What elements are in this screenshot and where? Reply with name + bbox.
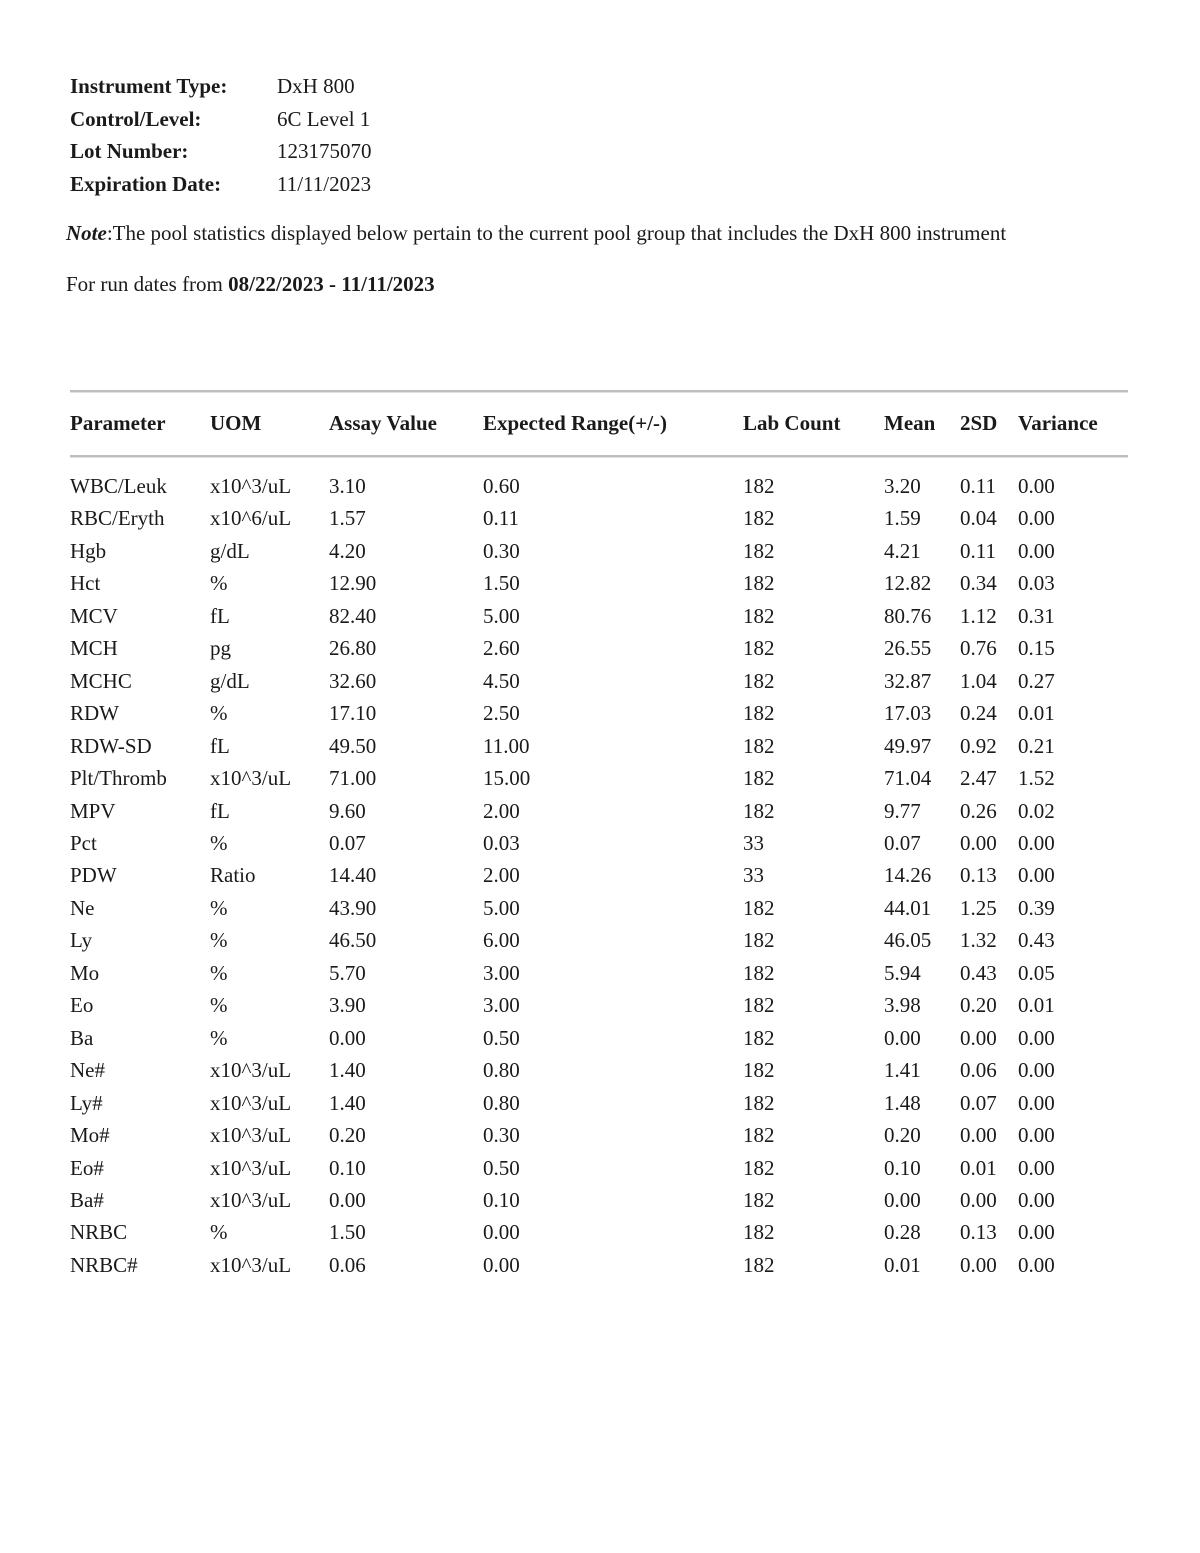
table-row <box>0 1156 1200 1188</box>
cell-uom: % <box>210 571 228 596</box>
cell-lab-count: 182 <box>743 928 775 953</box>
cell-parameter: RDW <box>70 701 119 726</box>
cell-parameter: MCH <box>70 636 118 661</box>
cell-2sd: 1.25 <box>960 895 997 920</box>
cell-2sd: 0.26 <box>960 798 997 823</box>
cell-2sd: 0.00 <box>960 1252 997 1277</box>
cell-parameter: Ly <box>70 928 93 953</box>
cell-mean: 3.98 <box>884 993 921 1018</box>
table-row <box>0 1123 1200 1155</box>
cell-variance: 0.15 <box>1018 636 1055 661</box>
cell-2sd: 0.07 <box>960 1090 997 1115</box>
table-row <box>0 474 1200 506</box>
cell-variance: 0.03 <box>1018 571 1055 596</box>
cell-uom: % <box>210 928 228 953</box>
pool-note <box>66 221 1006 246</box>
cell-2sd: 0.00 <box>960 831 997 855</box>
cell-parameter: MCHC <box>70 668 132 693</box>
cell-uom: x10^3/uL <box>210 766 292 790</box>
cell-assay-value: 0.20 <box>329 1123 366 1147</box>
cell-mean: 32.87 <box>884 668 932 693</box>
cell-uom: % <box>210 1220 228 1245</box>
run-dates-range: 08/22/2023 - 11/11/2023 <box>228 272 435 296</box>
cell-assay-value: 1.40 <box>329 1058 366 1083</box>
cell-variance: 0.00 <box>1018 1058 1055 1083</box>
table-header-rule <box>70 455 1128 458</box>
cell-mean: 5.94 <box>884 960 921 985</box>
cell-lab-count: 182 <box>743 1025 775 1050</box>
cell-2sd: 1.32 <box>960 928 997 953</box>
cell-parameter: Mo# <box>70 1123 110 1147</box>
cell-expected-range: 0.10 <box>483 1187 520 1212</box>
cell-expected-range: 4.50 <box>483 668 520 693</box>
cell-variance: 0.39 <box>1018 895 1055 920</box>
cell-lab-count: 182 <box>743 571 775 596</box>
cell-lab-count: 182 <box>743 1252 775 1277</box>
cell-expected-range: 0.00 <box>483 1220 520 1245</box>
cell-expected-range: 6.00 <box>483 928 520 953</box>
cell-variance: 0.00 <box>1018 1220 1055 1245</box>
cell-lab-count: 182 <box>743 603 775 628</box>
control-metadata <box>70 70 372 200</box>
cell-mean: 3.20 <box>884 474 921 498</box>
cell-assay-value: 1.50 <box>329 1220 366 1245</box>
table-row <box>0 766 1200 798</box>
table-row <box>0 1220 1200 1252</box>
cell-mean: 1.48 <box>884 1090 921 1115</box>
cell-variance: 0.00 <box>1018 1155 1055 1180</box>
cell-2sd: 0.04 <box>960 506 997 531</box>
cell-mean: 71.04 <box>884 766 932 790</box>
cell-expected-range: 0.03 <box>483 831 520 855</box>
cell-variance: 0.00 <box>1018 1025 1055 1050</box>
cell-2sd: 2.47 <box>960 766 997 790</box>
cell-lab-count: 182 <box>743 636 775 661</box>
table-row <box>0 1188 1200 1220</box>
cell-variance: 0.05 <box>1018 960 1055 985</box>
cell-assay-value: 17.10 <box>329 701 377 726</box>
instrument-type-label: Instrument Type: <box>70 74 228 98</box>
cell-lab-count: 182 <box>743 1123 775 1147</box>
table-row <box>0 928 1200 960</box>
cell-lab-count: 182 <box>743 1220 775 1245</box>
cell-assay-value: 9.60 <box>329 798 366 823</box>
cell-parameter: Ly# <box>70 1090 103 1115</box>
cell-expected-range: 0.30 <box>483 538 520 563</box>
cell-expected-range: 0.80 <box>483 1058 520 1083</box>
table-row <box>0 961 1200 993</box>
cell-variance: 0.21 <box>1018 733 1055 758</box>
cell-variance: 0.01 <box>1018 701 1055 726</box>
cell-variance: 0.00 <box>1018 1187 1055 1212</box>
cell-mean: 0.00 <box>884 1187 921 1212</box>
cell-assay-value: 3.10 <box>329 474 366 498</box>
cell-mean: 0.00 <box>884 1025 921 1050</box>
cell-parameter: Mo <box>70 960 100 985</box>
cell-expected-range: 0.60 <box>483 474 520 498</box>
cell-mean: 9.77 <box>884 798 921 823</box>
cell-lab-count: 182 <box>743 474 775 498</box>
cell-2sd: 0.13 <box>960 1220 997 1245</box>
table-row <box>0 1058 1200 1090</box>
lot-number-value: 123175070 <box>277 139 372 163</box>
header-parameter: Parameter <box>70 411 166 435</box>
cell-lab-count: 33 <box>743 863 764 888</box>
cell-uom: Ratio <box>210 863 256 888</box>
cell-uom: % <box>210 701 228 726</box>
cell-mean: 12.82 <box>884 571 932 596</box>
cell-assay-value: 0.10 <box>329 1155 366 1180</box>
cell-assay-value: 1.40 <box>329 1090 366 1115</box>
cell-expected-range: 0.00 <box>483 1252 520 1277</box>
table-top-rule <box>70 390 1128 393</box>
cell-2sd: 0.01 <box>960 1155 997 1180</box>
cell-parameter: Ba# <box>70 1187 104 1212</box>
cell-2sd: 0.11 <box>960 538 996 563</box>
cell-assay-value: 5.70 <box>329 960 366 985</box>
cell-mean: 44.01 <box>884 895 932 920</box>
header-mean: Mean <box>884 411 936 435</box>
cell-assay-value: 0.00 <box>329 1187 366 1212</box>
cell-assay-value: 1.57 <box>329 506 366 531</box>
cell-expected-range: 5.00 <box>483 603 520 628</box>
cell-2sd: 0.00 <box>960 1025 997 1050</box>
table-row <box>0 701 1200 733</box>
table-row <box>0 1091 1200 1123</box>
cell-2sd: 0.20 <box>960 993 997 1018</box>
control-level-value: 6C Level 1 <box>277 106 371 131</box>
header-variance: Variance <box>1018 411 1098 435</box>
cell-variance: 0.00 <box>1018 1252 1055 1277</box>
cell-2sd: 0.34 <box>960 571 997 596</box>
cell-assay-value: 0.07 <box>329 831 366 855</box>
lot-number-row <box>70 135 372 168</box>
cell-expected-range: 5.00 <box>483 895 520 920</box>
cell-expected-range: 3.00 <box>483 993 520 1018</box>
lot-number-label: Lot Number: <box>70 139 189 163</box>
cell-variance: 0.31 <box>1018 603 1055 628</box>
cell-lab-count: 182 <box>743 538 775 563</box>
cell-assay-value: 12.90 <box>329 571 377 596</box>
cell-uom: % <box>210 1025 228 1050</box>
cell-assay-value: 49.50 <box>329 733 377 758</box>
cell-uom: % <box>210 831 228 855</box>
table-row <box>0 1253 1200 1285</box>
cell-variance: 1.52 <box>1018 766 1055 790</box>
instrument-type-row <box>70 70 372 103</box>
header-uom: UOM <box>210 411 262 435</box>
table-row <box>0 993 1200 1025</box>
table-row <box>0 604 1200 636</box>
cell-expected-range: 0.11 <box>483 506 519 531</box>
cell-lab-count: 182 <box>743 960 775 985</box>
cell-variance: 0.00 <box>1018 863 1055 888</box>
cell-mean: 26.55 <box>884 636 932 661</box>
cell-uom: x10^3/uL <box>210 1252 292 1277</box>
table-row <box>0 831 1200 863</box>
cell-lab-count: 182 <box>743 1187 775 1212</box>
table-row <box>0 799 1200 831</box>
cell-uom: pg <box>210 636 231 661</box>
cell-parameter: Ba <box>70 1025 94 1050</box>
cell-2sd: 0.24 <box>960 701 997 726</box>
cell-mean: 46.05 <box>884 928 932 953</box>
cell-mean: 49.97 <box>884 733 932 758</box>
expiration-date-value: 11/11/2023 <box>277 171 372 196</box>
cell-parameter: RDW-SD <box>70 733 152 758</box>
cell-2sd: 0.11 <box>960 474 996 498</box>
cell-uom: x10^3/uL <box>210 1058 292 1083</box>
cell-mean: 0.07 <box>884 831 921 855</box>
cell-2sd: 1.12 <box>960 603 997 628</box>
cell-parameter: Eo# <box>70 1155 104 1180</box>
cell-expected-range: 1.50 <box>483 571 520 596</box>
cell-parameter: Ne# <box>70 1058 105 1083</box>
table-header-row <box>0 411 1200 443</box>
cell-assay-value: 3.90 <box>329 993 366 1018</box>
run-dates <box>66 272 435 297</box>
cell-parameter: Plt/Thromb <box>70 766 167 790</box>
cell-expected-range: 2.50 <box>483 701 520 726</box>
cell-mean: 0.01 <box>884 1252 921 1277</box>
cell-2sd: 1.04 <box>960 668 997 693</box>
cell-mean: 14.26 <box>884 863 932 888</box>
note-text: :The pool statistics displayed below pertain to the current pool group that includes the DxH 800 instrument <box>106 221 1007 245</box>
cell-expected-range: 2.60 <box>483 636 520 661</box>
cell-variance: 0.00 <box>1018 1123 1055 1147</box>
cell-mean: 17.03 <box>884 701 932 726</box>
cell-variance: 0.00 <box>1018 831 1055 855</box>
cell-parameter: Pct <box>70 831 97 855</box>
instrument-type-value: DxH 800 <box>277 74 355 98</box>
cell-expected-range: 0.80 <box>483 1090 520 1115</box>
cell-parameter: Ne <box>70 895 95 920</box>
table-row <box>0 571 1200 603</box>
cell-lab-count: 182 <box>743 506 775 531</box>
header-2sd: 2SD <box>960 411 998 435</box>
cell-variance: 0.00 <box>1018 538 1055 563</box>
cell-assay-value: 0.06 <box>329 1252 366 1277</box>
table-row <box>0 1026 1200 1058</box>
cell-lab-count: 182 <box>743 733 775 758</box>
cell-parameter: Eo <box>70 993 94 1018</box>
cell-assay-value: 4.20 <box>329 538 366 563</box>
cell-mean: 0.28 <box>884 1220 921 1245</box>
cell-mean: 0.10 <box>884 1155 921 1180</box>
cell-lab-count: 182 <box>743 895 775 920</box>
cell-parameter: MCV <box>70 603 118 628</box>
cell-lab-count: 182 <box>743 1155 775 1180</box>
cell-uom: g/dL <box>210 668 250 693</box>
cell-assay-value: 26.80 <box>329 636 377 661</box>
cell-variance: 0.00 <box>1018 506 1055 531</box>
cell-2sd: 0.00 <box>960 1123 997 1147</box>
cell-variance: 0.00 <box>1018 1090 1055 1115</box>
cell-parameter: MPV <box>70 798 116 823</box>
cell-parameter: Hct <box>70 571 101 596</box>
cell-parameter: PDW <box>70 863 117 888</box>
cell-expected-range: 15.00 <box>483 766 531 790</box>
cell-uom: g/dL <box>210 538 250 563</box>
table-row <box>0 539 1200 571</box>
cell-variance: 0.27 <box>1018 668 1055 693</box>
cell-parameter: RBC/Eryth <box>70 506 165 531</box>
cell-2sd: 0.43 <box>960 960 997 985</box>
cell-uom: x10^3/uL <box>210 1187 292 1212</box>
cell-mean: 4.21 <box>884 538 921 563</box>
cell-lab-count: 182 <box>743 798 775 823</box>
cell-uom: x10^3/uL <box>210 1123 292 1147</box>
table-row <box>0 636 1200 668</box>
cell-assay-value: 14.40 <box>329 863 377 888</box>
cell-expected-range: 2.00 <box>483 798 520 823</box>
cell-variance: 0.01 <box>1018 993 1055 1018</box>
cell-2sd: 0.13 <box>960 863 997 888</box>
cell-uom: fL <box>210 733 230 758</box>
cell-uom: x10^3/uL <box>210 1155 292 1180</box>
cell-variance: 0.00 <box>1018 474 1055 498</box>
header-lab-count: Lab Count <box>743 411 841 435</box>
cell-uom: % <box>210 895 228 920</box>
cell-mean: 1.59 <box>884 506 921 531</box>
cell-uom: x10^3/uL <box>210 474 292 498</box>
cell-lab-count: 33 <box>743 831 764 855</box>
cell-lab-count: 182 <box>743 1058 775 1083</box>
cell-expected-range: 3.00 <box>483 960 520 985</box>
cell-expected-range: 0.50 <box>483 1025 520 1050</box>
cell-lab-count: 182 <box>743 701 775 726</box>
cell-uom: fL <box>210 603 230 628</box>
cell-uom: x10^6/uL <box>210 506 292 531</box>
control-level-label: Control/Level: <box>70 106 202 131</box>
cell-uom: % <box>210 993 228 1018</box>
cell-assay-value: 43.90 <box>329 895 377 920</box>
cell-variance: 0.02 <box>1018 798 1055 823</box>
cell-uom: % <box>210 960 228 985</box>
cell-assay-value: 82.40 <box>329 603 377 628</box>
expiration-date-row <box>70 168 372 201</box>
cell-expected-range: 2.00 <box>483 863 520 888</box>
cell-assay-value: 46.50 <box>329 928 377 953</box>
cell-variance: 0.43 <box>1018 928 1055 953</box>
cell-expected-range: 0.50 <box>483 1155 520 1180</box>
table-row <box>0 863 1200 895</box>
cell-2sd: 0.76 <box>960 636 997 661</box>
table-row <box>0 896 1200 928</box>
cell-expected-range: 0.30 <box>483 1123 520 1147</box>
note-label: Note <box>66 221 107 245</box>
table-row <box>0 734 1200 766</box>
cell-2sd: 0.92 <box>960 733 997 758</box>
cell-uom: x10^3/uL <box>210 1090 292 1115</box>
cell-parameter: NRBC# <box>70 1252 138 1277</box>
control-level-row <box>70 103 372 136</box>
table-row <box>0 506 1200 538</box>
cell-expected-range: 11.00 <box>483 733 530 758</box>
cell-2sd: 0.06 <box>960 1058 997 1083</box>
table-row <box>0 669 1200 701</box>
cell-2sd: 0.00 <box>960 1187 997 1212</box>
cell-assay-value: 32.60 <box>329 668 377 693</box>
expiration-date-label: Expiration Date: <box>70 171 222 196</box>
cell-parameter: NRBC <box>70 1220 128 1245</box>
cell-uom: fL <box>210 798 230 823</box>
cell-lab-count: 182 <box>743 668 775 693</box>
cell-lab-count: 182 <box>743 993 775 1018</box>
cell-assay-value: 71.00 <box>329 766 377 790</box>
cell-mean: 1.41 <box>884 1058 921 1083</box>
header-expected-range: Expected Range(+/-) <box>483 411 668 435</box>
run-dates-prefix: For run dates from <box>66 272 229 296</box>
cell-lab-count: 182 <box>743 766 775 790</box>
cell-parameter: WBC/Leuk <box>70 474 167 498</box>
cell-assay-value: 0.00 <box>329 1025 366 1050</box>
cell-mean: 80.76 <box>884 603 932 628</box>
header-assay-value: Assay Value <box>329 411 437 435</box>
cell-lab-count: 182 <box>743 1090 775 1115</box>
cell-parameter: Hgb <box>70 538 107 563</box>
cell-mean: 0.20 <box>884 1123 921 1147</box>
